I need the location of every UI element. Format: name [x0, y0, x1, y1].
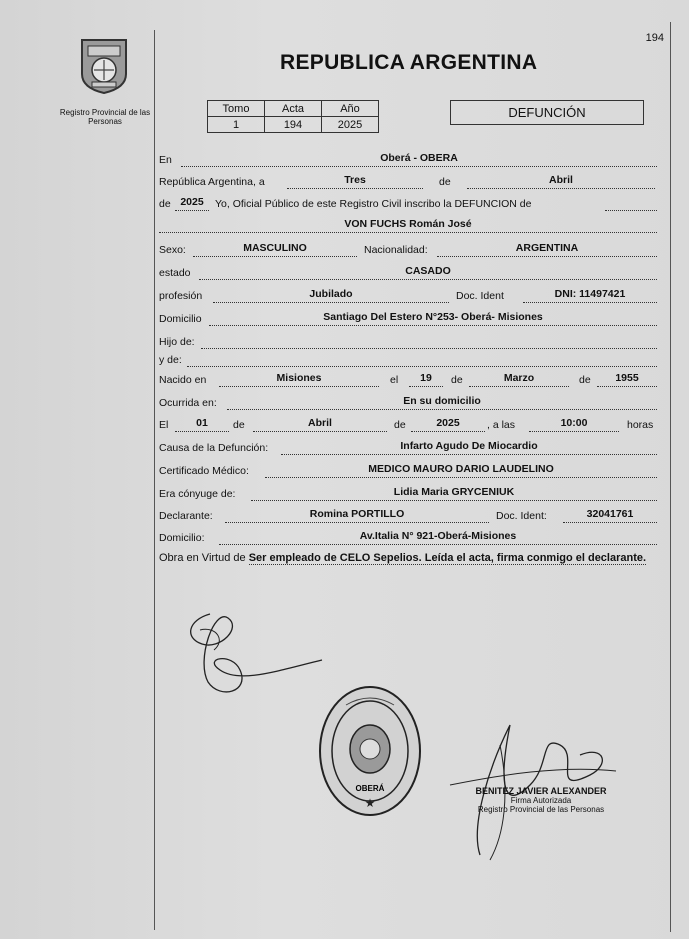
- row-fecha: [159, 174, 659, 192]
- doc2-value: 32041761: [563, 508, 657, 523]
- de-label: de: [439, 176, 451, 188]
- acta-header: Acta: [265, 101, 322, 117]
- hijo-label: Hijo de:: [159, 336, 195, 348]
- difunto-nombre: VON FUCHS Román José: [159, 218, 657, 233]
- yde-blank: [187, 352, 657, 367]
- yde-label: y de:: [159, 354, 182, 366]
- conyuge-label: Era cónyuge de:: [159, 488, 236, 500]
- firma-org: Registro Provincial de las Personas: [477, 805, 605, 814]
- mes-value: Abril: [467, 174, 655, 189]
- doc-ident-value: DNI: 11497421: [523, 288, 657, 303]
- nacido-de1-label: de: [451, 374, 463, 386]
- anio-value-text: 2025: [175, 196, 209, 211]
- nacionalidad-label: Nacionalidad:: [364, 244, 428, 256]
- page-number: 194: [645, 32, 664, 44]
- row-conyuge: [159, 486, 659, 504]
- el2-label: El: [159, 419, 169, 431]
- right-margin-line: [670, 22, 671, 932]
- nacido-dia: 19: [409, 372, 443, 387]
- doc-ident-label: Doc. Ident: [456, 290, 504, 302]
- horas-label: horas: [627, 419, 654, 431]
- domicilio-label: Domicilio: [159, 313, 202, 325]
- row-domicilio: [159, 311, 659, 329]
- seal-bottom-text: OBERÁ: [355, 784, 385, 793]
- row-nacido: [159, 372, 659, 390]
- ocurrida-label: Ocurrida en:: [159, 397, 217, 409]
- svg-text:★: ★: [364, 796, 376, 810]
- defuncion-de2-label: de: [394, 419, 406, 431]
- acta-value: 194: [265, 117, 322, 133]
- row-domicilio2: [159, 530, 659, 548]
- ocurrida-value: En su domicilio: [227, 395, 657, 410]
- nacido-lugar: Misiones: [219, 372, 379, 387]
- row-en: [159, 152, 659, 170]
- row-estado: [159, 265, 659, 283]
- firma-name: BENITEZ JAVIER ALEXANDER: [475, 786, 607, 796]
- registro-caption: Registro Provincial de las Personas: [59, 108, 151, 126]
- act-type-box: DEFUNCIÓN: [450, 100, 644, 125]
- row-certificado: [159, 463, 659, 481]
- sexo-label: Sexo:: [159, 244, 186, 256]
- provincial-emblem-icon: [76, 36, 132, 94]
- yo-blank: [605, 196, 657, 211]
- hijo-blank: [201, 334, 657, 349]
- profesion-value: Jubilado: [213, 288, 449, 303]
- en-label: En: [159, 154, 172, 166]
- firma-cargo: Firma Autorizada: [510, 796, 572, 805]
- domicilio2-label: Domicilio:: [159, 532, 205, 544]
- nacionalidad-value: ARGENTINA: [437, 242, 657, 257]
- de2-label: de: [159, 198, 171, 210]
- obra-value: Ser empleado de CELO Sepelios. Leída el acta, firma conmigo el declarante.: [248, 552, 647, 564]
- doc2-label: Doc. Ident:: [496, 510, 547, 522]
- tomo-header: Tomo: [208, 101, 265, 117]
- nacido-de2-label: de: [579, 374, 591, 386]
- conyuge-value: Lidia Maria GRYCENIUK: [251, 486, 657, 501]
- row-hijo: [159, 334, 659, 352]
- domicilio-value: Santiago Del Estero N°253- Oberá- Misiones: [209, 311, 657, 326]
- left-margin-line: [154, 30, 155, 930]
- obra-paragraph: [159, 551, 669, 565]
- declarant-signature-icon: [180, 600, 330, 710]
- official-seal-icon: [316, 683, 424, 819]
- defuncion-mes: Abril: [253, 417, 387, 432]
- declarante-label: Declarante:: [159, 510, 213, 522]
- estado-label: estado: [159, 267, 191, 279]
- defuncion-dia: 01: [175, 417, 229, 432]
- row-sexo: [159, 242, 659, 260]
- alas-label: , a las: [487, 419, 516, 431]
- row-defuncion-fecha: [159, 417, 659, 435]
- causa-label: Causa de la Defunción:: [159, 442, 269, 454]
- row-nombre: [159, 218, 659, 236]
- authorized-signature-block: [466, 787, 616, 814]
- certificado-value: MEDICO MAURO DARIO LAUDELINO: [265, 463, 657, 478]
- nacido-label: Nacido en: [159, 374, 207, 386]
- row-ocurrida: [159, 395, 659, 413]
- row-anio-yo: [159, 196, 659, 214]
- causa-value: Infarto Agudo De Miocardio: [281, 440, 657, 455]
- certificado-label: Certificado Médico:: [159, 465, 249, 477]
- en-value: Oberá - OBERA: [181, 152, 657, 167]
- tomo-value: 1: [208, 117, 265, 133]
- profesion-label: profesión: [159, 290, 203, 302]
- declarante-value: Romina PORTILLO: [225, 508, 489, 523]
- nacido-anio: 1955: [597, 372, 657, 387]
- defuncion-de1-label: de: [233, 419, 245, 431]
- row-causa: [159, 440, 659, 458]
- estado-value: CASADO: [199, 265, 657, 280]
- nacido-mes: Marzo: [469, 372, 569, 387]
- domicilio2-value: Av.Italia N° 921-Oberá-Misiones: [219, 530, 657, 545]
- row-declarante: [159, 508, 659, 526]
- sexo-value: MASCULINO: [193, 242, 357, 257]
- anio-value: 2025: [322, 117, 379, 133]
- obra-label: Obra en Virtud de: [159, 552, 246, 564]
- tomo-acta-anio-table: [207, 100, 379, 133]
- official-signature-icon: [440, 705, 620, 865]
- republica-label: República Argentina, a: [159, 176, 265, 188]
- defuncion-hora: 10:00: [529, 417, 619, 432]
- defuncion-anio: 2025: [411, 417, 485, 432]
- yo-text: Yo, Oficial Público de este Registro Civil inscribo la DEFUNCION de: [215, 198, 532, 210]
- row-yde: [159, 352, 659, 370]
- dia-value: Tres: [287, 174, 423, 189]
- nacido-el-label: el: [390, 374, 399, 386]
- row-profesion: [159, 288, 659, 306]
- document-title: REPUBLICA ARGENTINA: [280, 51, 538, 74]
- anio-header: Año: [322, 101, 379, 117]
